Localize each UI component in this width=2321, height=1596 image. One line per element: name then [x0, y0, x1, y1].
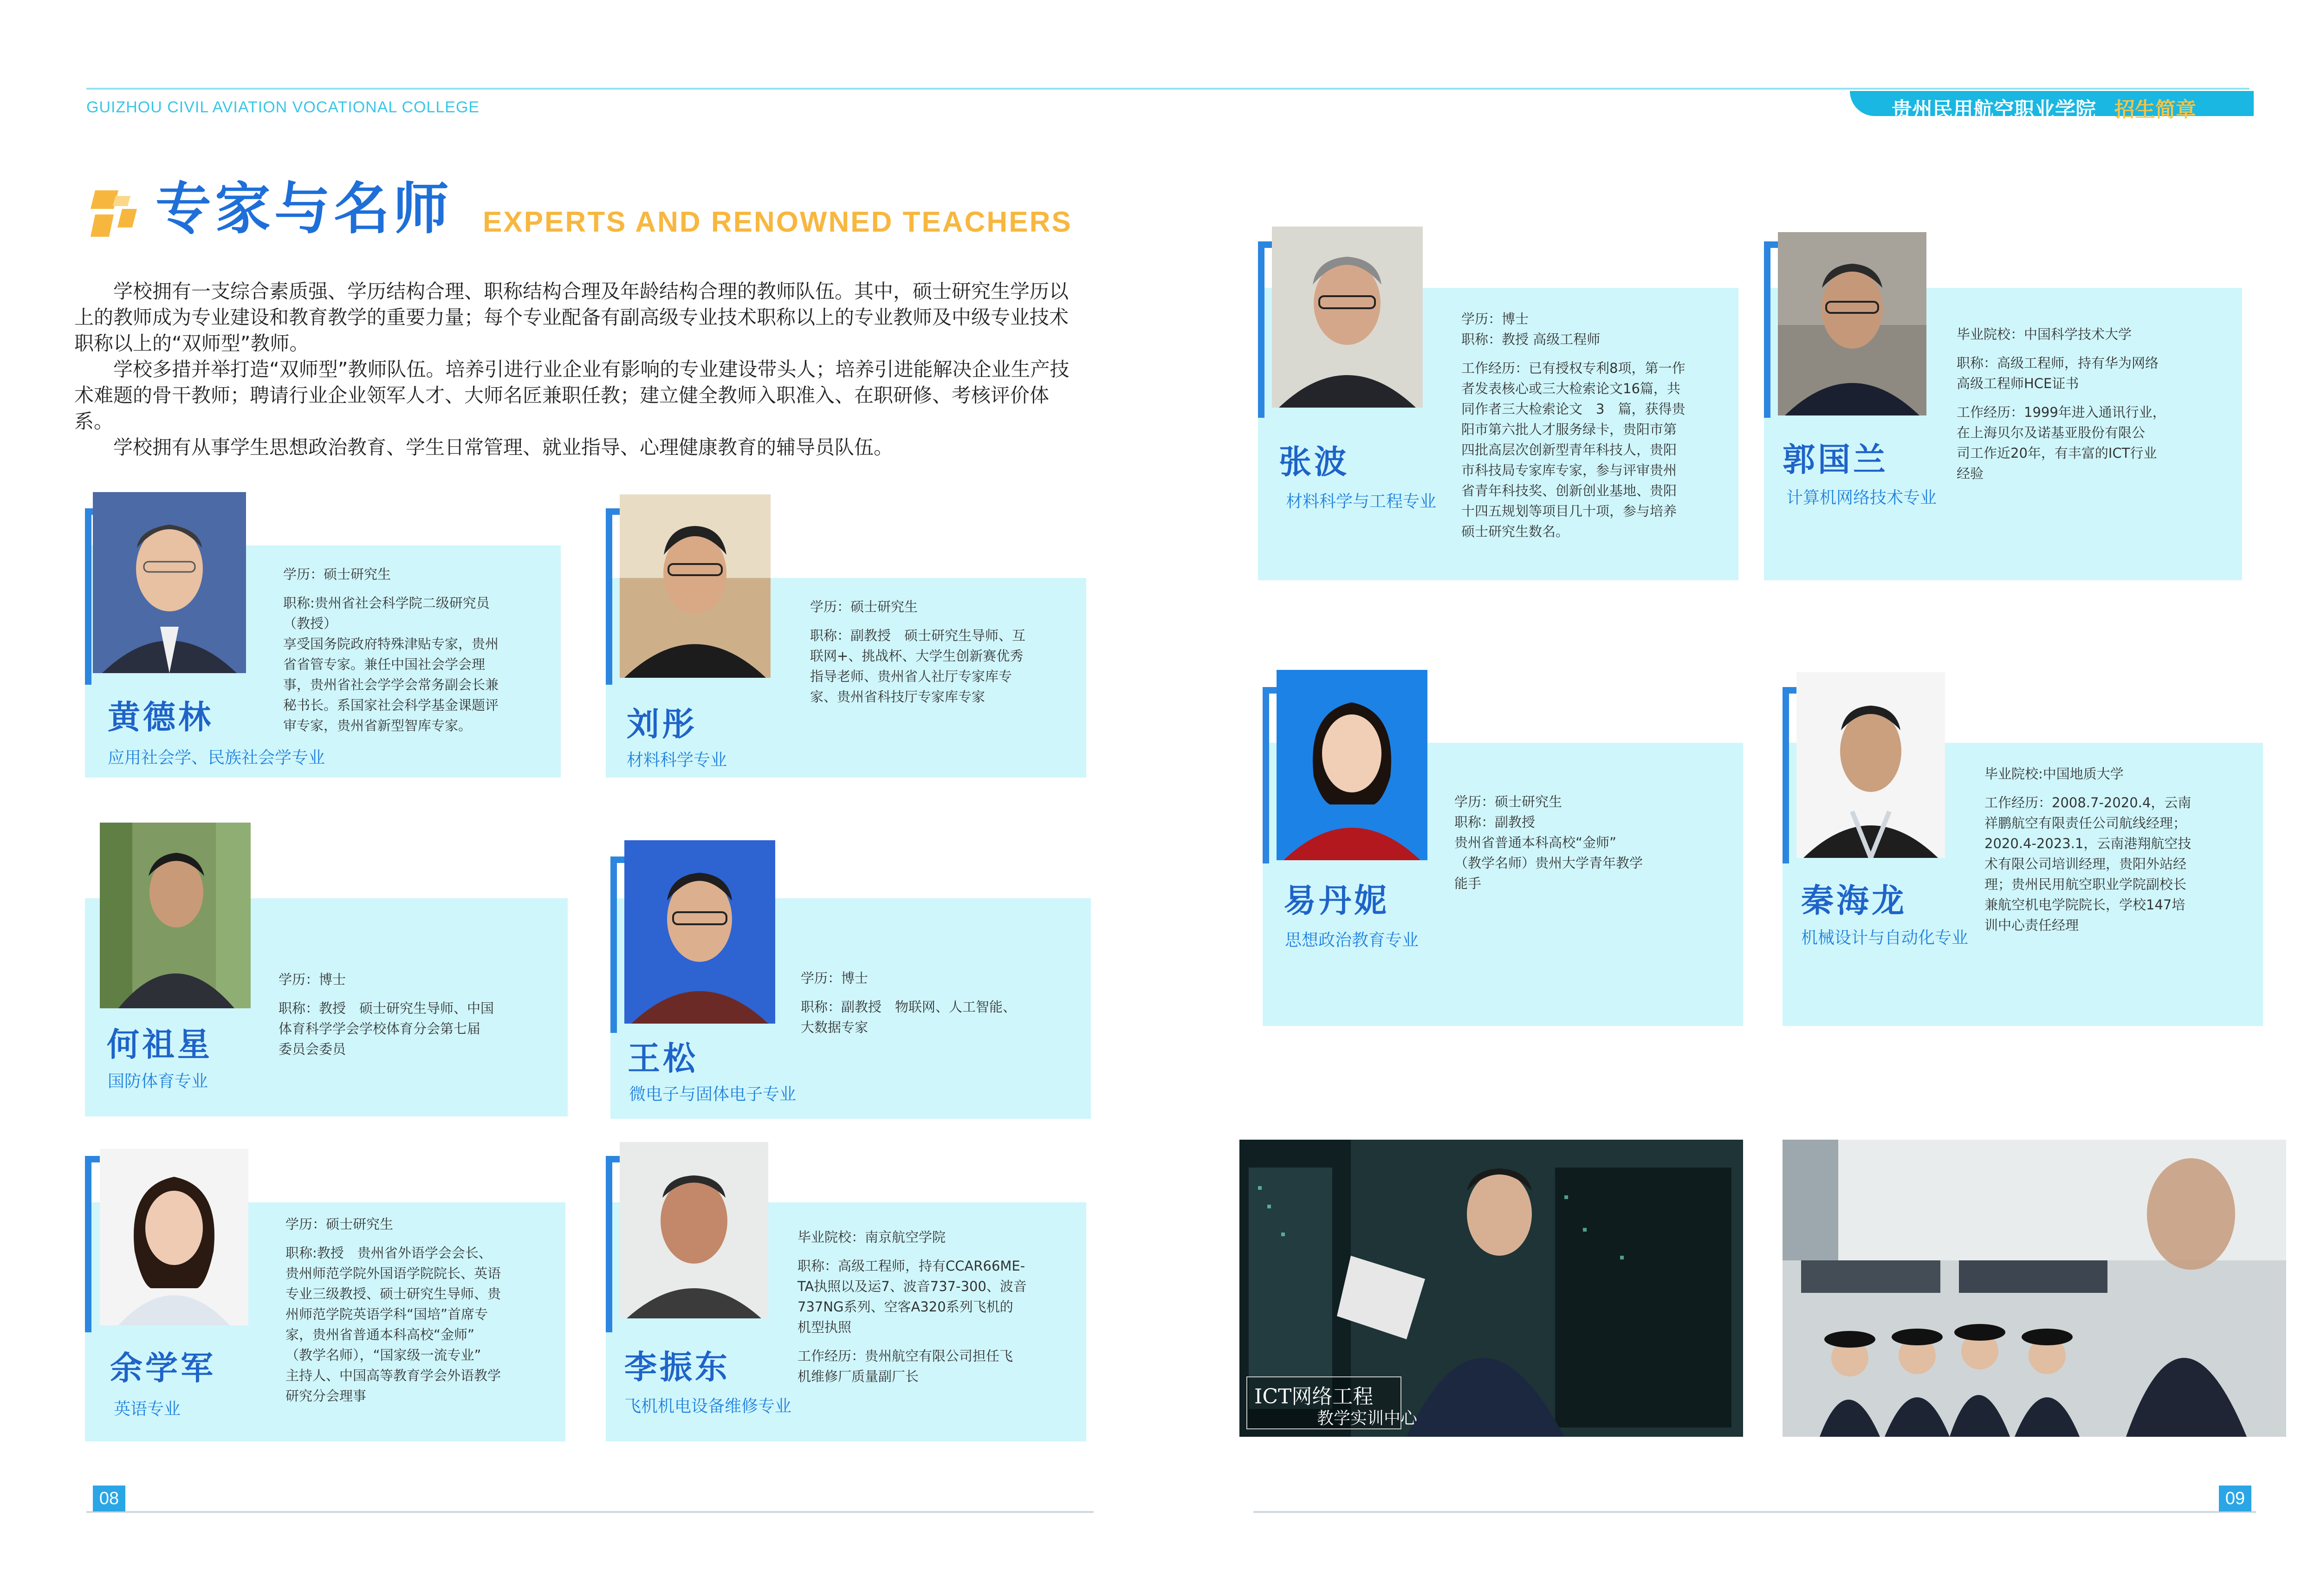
footer-line-left [86, 1511, 1094, 1513]
teacher-name: 黄德林 [108, 698, 214, 736]
intro-paragraph: 学校拥有一支综合素质强、学历结构合理、职称结构合理及年龄结构合理的教师队伍。其中，硕士研究生学历以上的教师成为专业建设和教育教学的重要力量；每个专业配备有副高级专业技术职称以上的专业教师及中级专业技术职称以上的“双师型”教师。 [74, 280, 1069, 355]
teacher-photo [624, 840, 775, 1024]
teacher-major: 微电子与固体电子专业 [629, 1085, 797, 1104]
teacher-major: 思想政治教育专业 [1285, 931, 1419, 950]
teacher-info: 学历：硕士研究生 职称:贵州省社会科学院二级研究员 （教授） 享受国务院政府特殊津贴专家，贵州 省省管专家。兼任中国社会学会理 事，贵州省社会学学会常务副会长兼 秘书长。系国家社会科学基金课题评 审专家，贵州省新型智库专家。 [283, 566, 499, 733]
teacher-name: 郭国兰 [1783, 440, 1888, 479]
page-number-right: 09 [2219, 1486, 2251, 1512]
teacher-major: 计算机网络技术专业 [1786, 488, 1937, 507]
page-number-left: 08 [93, 1486, 125, 1512]
teacher-major: 材料科学与工程专业 [1286, 492, 1437, 511]
section-title-en: EXPERTS AND RENOWNED TEACHERS [483, 206, 1072, 238]
teacher-photo [93, 492, 246, 673]
section-title-cn: 专家与名师 [156, 176, 453, 241]
footer-line-right [1253, 1511, 2256, 1513]
teacher-photo [1277, 670, 1427, 860]
teacher-photo [620, 1142, 768, 1318]
teacher-photo [620, 494, 771, 678]
college-name-en: GUIZHOU CIVIL AVIATION VOCATIONAL COLLEGE [86, 98, 480, 116]
teacher-photo [1778, 232, 1926, 415]
teacher-info: 学历：博士 职称：教授 高级工程师 工作经历：已有授权专利8项，第一作 者发表核心或三大检索论文16篇，共 同作者三大检索论文 3 篇，获得贵 阳市第六批人才服务绿卡，贵阳市第 四批高层次创新型青年科技人，贵阳 市科技局专家库专家，参与评审贵州 省青年科技奖、创新创业基地、贵阳 十四五规划等项目几十项，参与培养 硕士研究生数名。 [1461, 311, 1686, 539]
ict-caption-box [1246, 1376, 1418, 1429]
teacher-name: 刘彤 [627, 705, 697, 743]
teacher-major: 机械设计与自动化专业 [1801, 928, 1969, 947]
teacher-info: 学历：博士 职称：副教授 物联网、人工智能、 大数据专家 [801, 970, 1017, 1035]
teacher-major: 国防体育专业 [108, 1072, 208, 1091]
ict-caption-subtitle: 教学实训中心 [1317, 1409, 1418, 1428]
teacher-major: 材料科学专业 [627, 751, 727, 770]
teacher-name: 李振东 [624, 1348, 730, 1386]
intro-paragraph: 学校多措并举打造“双师型”教师队伍。培养引进行业企业有影响的专业建设带头人；培养引进能解决企业生产技术难题的骨干教师；聘请行业企业领军人才、大师名匠兼职任教；建立健全教师入职准入、在职研修、考核评价体系。 [74, 358, 1070, 433]
teacher-major: 飞机机电设备维修专业 [624, 1397, 792, 1416]
teacher-photo [100, 823, 251, 1008]
teacher-photo [100, 1149, 248, 1325]
teacher-name: 秦海龙 [1801, 881, 1907, 920]
brochure-label: 招生简章 [2114, 98, 2196, 122]
teacher-major: 英语专业 [114, 1400, 181, 1419]
teacher-name: 张波 [1279, 442, 1349, 481]
teacher-name: 易丹妮 [1284, 881, 1389, 920]
ict-caption-title: ICT网络工程 [1254, 1385, 1374, 1408]
teacher-info: 学历：硕士研究生 职称:教授 贵州省外语学会会长、 贵州师范学院外国语学院院长、英语 专业三级教授、硕士研究生导师、贵 州师范学院英语学科“国培”首席专 家，贵州省普通本科高校“金师” （教学名师），“国家级一流专业” 主持人、中国高等教育学会外语教学 研究分会理事 [285, 1216, 501, 1404]
teacher-name: 何祖星 [107, 1025, 213, 1064]
intro-paragraph: 学校拥有从事学生思想政治教育、学生日常管理、就业指导、心理健康教育的辅导员队伍。 [113, 436, 894, 459]
cabin-class-photo [1783, 1140, 2286, 1437]
title-logo-mark [86, 186, 142, 241]
teacher-info: 毕业院校：南京航空学院 职称：高级工程师，持有CCAR66ME- TA执照以及运7、波音737-300、波音 737NG系列、空客A320系列飞机的 机型执照 工作经历：贵州航空有限公司担任飞 机维修厂质量副厂长 [797, 1229, 1027, 1384]
teacher-info: 毕业院校：中国科学技术大学 职称：高级工程师，持有华为网络 高级工程师HCE证书 工作经历：1999年进入通讯行业， 在上海贝尔及诺基亚股份有限公 司工作近20年，有丰富的ICT行业 经验 [1957, 326, 2166, 481]
teacher-info: 学历：硕士研究生 职称：副教授 贵州省普通本科高校“金师” （教学名师）贵州大学青年教学 能手 [1454, 794, 1643, 891]
teacher-name: 余学军 [110, 1349, 216, 1387]
header-line [86, 88, 2250, 90]
teacher-info: 学历：博士 职称：教授 硕士研究生导师、中国 体育科学学会学校体育分会第七届 委员会委员 [279, 972, 494, 1057]
teacher-info: 学历：硕士研究生 职称：副教授 硕士研究生导师、互 联网+、挑战杯、大学生创新赛优秀 指导老师、贵州省人社厅专家库专 家、贵州省科技厅专家库专家 [810, 599, 1026, 705]
header-tab [1850, 91, 2254, 122]
teacher-info: 毕业院校:中国地质大学 工作经历：2008.7-2020.4，云南 祥鹏航空有限责任公司航线经理； 2020.4-2023.1，云南港翔航空技 术有限公司培训经理，贵阳外站经 理；贵州民用航空职业学院副校长 兼航空机电学院院长，学校147培 训中心责任经理 [1984, 766, 2191, 933]
ict-training-photo [1239, 1140, 1743, 1437]
college-name-cn: 贵州民用航空职业学院 [1892, 98, 2096, 122]
teacher-photo [1272, 227, 1423, 408]
intro-text [74, 279, 1077, 461]
teacher-name: 王松 [628, 1039, 698, 1077]
teacher-photo [1796, 672, 1945, 858]
teacher-major: 应用社会学、民族社会学专业 [108, 748, 325, 767]
